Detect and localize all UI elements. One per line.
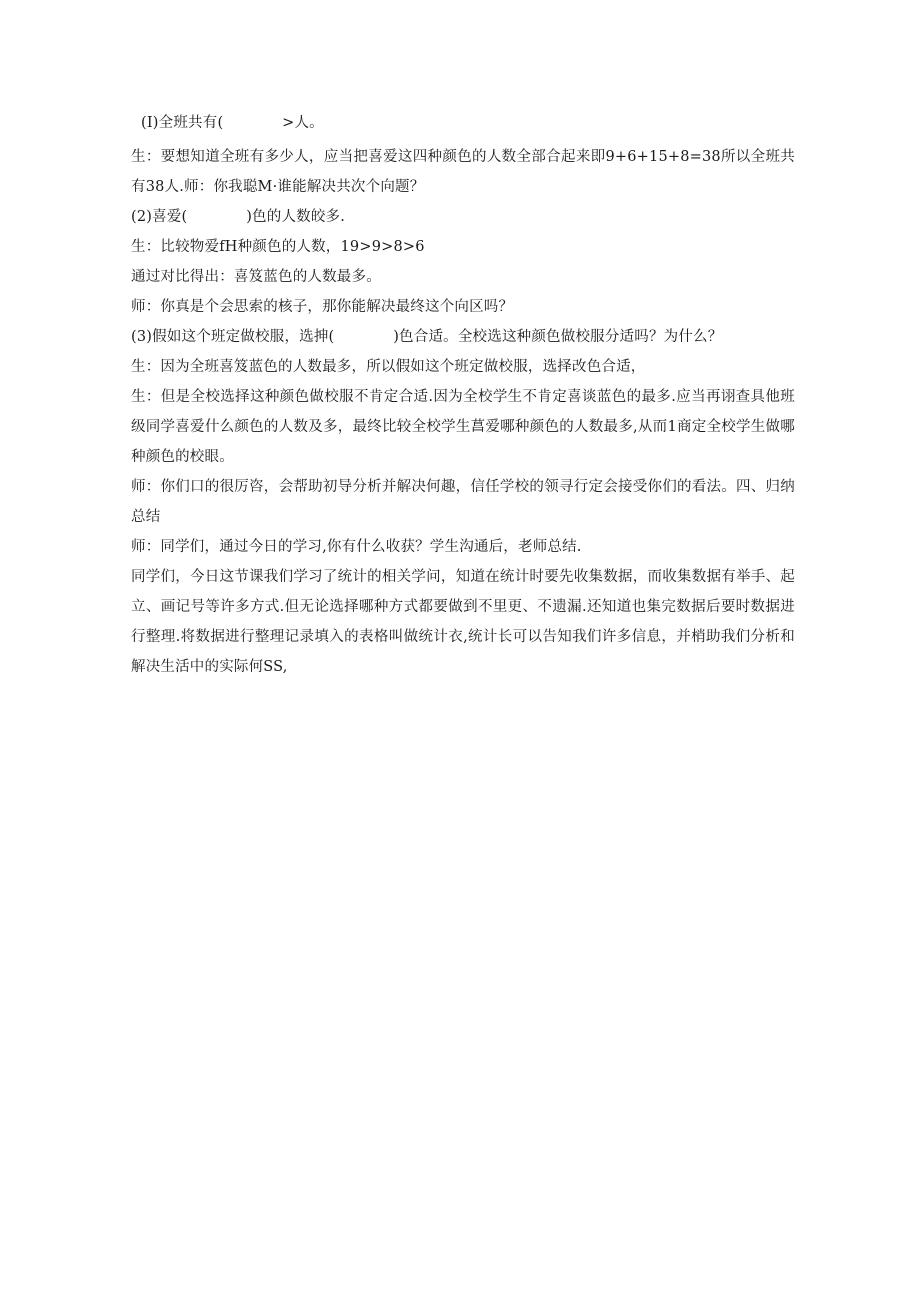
teacher-summary-prompt: 师：同学们，通过今日的学习,你有什么收获？学生沟通后，老师总结. [131,539,582,555]
question-1: (I)全班共有( >人。 [141,115,324,131]
student-answer-1: 生：要想知道全班有多少人，应当把喜爱这四种颜色的人数全部合起来即9+6+15+8=38所以全班共有38人.师：你我聪M·谁能解决共次个向题？ [131,149,795,195]
conclusion-2: 通过对比得出：喜笈蓝色的人数最多。 [131,269,381,285]
document-body [131,108,795,682]
student-answer-2: 生：比较物爱fH种颜色的人数，19>9>8>6 [131,239,425,255]
teacher-prompt-3: 师：你真是个会思索的核子，那你能解决最终这个向区吗？ [131,299,514,315]
question-2: (2)喜爱( )色的人数皎多. [131,209,346,225]
teacher-comment: 师：你们口的很厉咨，会帮助初导分析并解决何趣，信任学校的领寻行定会接受你们的看法。四、归纳总结 [131,479,795,525]
student-answer-3b: 生：但是全校选择这种颜色做校服不肯定合适.因为全校学生不肯定喜谈蓝色的最多.应当再诩查具他班级同学喜爱什么颜色的人数及多，最终比较全校学生菖爱哪种颜色的人数最多,从而1商定全校学生做哪种颜色的校眼。 [131,389,795,465]
lesson-summary: 同学们，今日这节课我们学习了统计的相关学问，知道在统计时要先收集数据，而收集数据有举手、起立、画记号等许多方式.但无论选择哪种方式都要做到不里更、不遗漏.还知道也集完数据后要时数据进行整理.将数据进行整理记录填入的表格叫做统计衣,统计长可以告知我们许多信息，并梢助我们分析和解决生活中的实际何SS, [131,569,795,675]
question-3: (3)假如这个班定做校服，选抻( )色合适。全校选这种颜色做校服分适吗？为什么？ [131,329,723,345]
student-answer-3a: 生：因为全班喜笈蓝色的人数最多，所以假如这个班定做校服，选择改色合适， [131,359,646,375]
